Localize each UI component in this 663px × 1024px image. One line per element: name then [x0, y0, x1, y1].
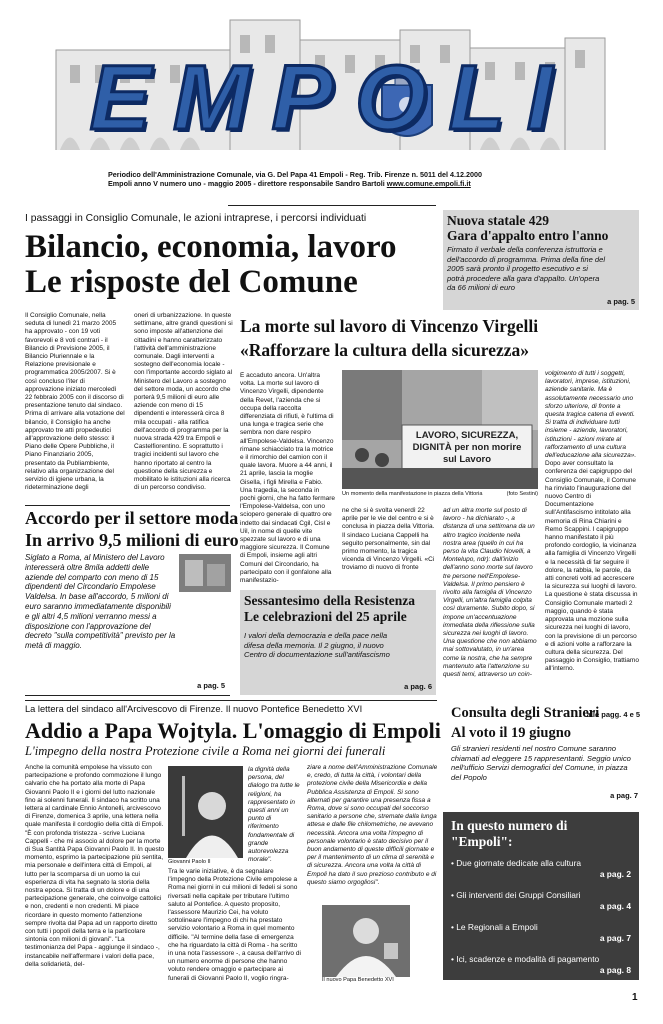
indice-item-label: • Ici, scadenze e modalità di pagamento — [451, 954, 600, 964]
benedetto-photo — [322, 905, 410, 977]
virgelli-col-4 — [545, 370, 640, 712]
page-number: 1 — [632, 992, 638, 1003]
statale-title-1: Nuova statale 429 — [447, 213, 549, 228]
masthead-title: EMPOLI — [89, 47, 575, 149]
website-link[interactable]: www.comune.empoli.fi.it — [386, 179, 471, 188]
indice-list — [451, 858, 631, 976]
moda-body: Siglato a Roma, al Ministero del Lavoro interesserà oltre 8mila addetti delle aziende del comparto con meno di 15 dipendenti del Circondario Empolese Valdelsa. In base all'accordo, 5 milioni di euro saranno immediatamente disponibili e gli altri 4,5 milioni verranno messi a disposizione con l'approvazione del decreto "sulla competitività" previsto per la metà di maggio. — [25, 553, 176, 651]
virgelli-headline-1: La morte sul lavoro di Vincenzo Virgelli — [240, 316, 539, 336]
indice-item[interactable] — [451, 922, 631, 944]
lead-kicker: I passaggi in Consiglio Comunale, le azioni intraprese, i percorsi individuati — [25, 213, 367, 224]
indice-item-ref: a pag. 2 — [599, 869, 631, 879]
lead-headline-2: Le risposte del Comune — [25, 264, 358, 300]
moda-headline-2: In arrivo 9,5 milioni di euro — [25, 530, 239, 550]
indice-item-label: • Due giornate dedicate alla cultura — [451, 858, 582, 868]
papa-subtitle: L'impegno della nostra Protezione civile a Roma nei giorni dei funerali — [25, 744, 386, 758]
indice-item-ref: a pag. 7 — [599, 933, 631, 943]
consulta-headline-2: Al voto il 19 giugno — [451, 725, 572, 741]
statale-body: Firmato il verbale della conferenza istruttoria e dell'accordo di programma. Prima della fine del 2005 sarà pronto il progetto esecutivo e si potrà procedere alla gara d'appalto. Un'opera da 66 milioni di euro — [447, 245, 606, 293]
indice-item[interactable] — [451, 890, 631, 912]
consulta-body: Gli stranieri residenti nel nostro Comune saranno chiamati ad eleggere 15 rappresentanti. Seggio unico nell'ufficio Servizi demografici del Comune, in piazza del Popolo — [451, 744, 631, 782]
benedetto-caption: Il nuovo Papa Benedetto XVI — [322, 977, 394, 983]
virgelli-col-2: ne che si è svolta venerdì 22 aprile per le vie del centro e si è conclusa in piazza della Vittoria. Il sindaco Luciana Cappelli ha seguito personalmente, sin dal primo momento, la tragica vicenda di Vincenzo Virgelli. «Ci troviamo di nuovo di fronte — [342, 507, 435, 572]
virgelli-col-1: È accaduto ancora. Un'altra volta. La morte sul lavoro di Vincenzo Virgelli, dipendente della Revet, l'azienda che si occupa della raccolta differenziata di rifiuti, è l'ultima di una lunga e tragica serie che sembra non dare respiro all'Empolese-Valdelsa. Vincenzo rimane schiacciato tra la motrice e il rimorchio del camion con il quale lavora. Muore a 44 anni, il 21 aprile, lascia la moglie Gisella, i figli Mirella e Fabio. Una tragedia, la seconda in pochi giorni, che ha fatto fermare l'Empolese-Valdelsa, con uno sciopero generale di quattro ore indetto dai sindacati Cgil, Cisl e Uil, in nome di quelle vite spezzate sul lavoro e di una maggiore sicurezza. Il Comune di Empoli, insieme agli altri Comuni del Circondario, ha partecipato con il gonfalone alla manifestazio- — [240, 372, 336, 585]
indice-item[interactable] — [451, 954, 631, 976]
statale-box — [443, 210, 639, 310]
issue-info: Empoli anno V numero uno - maggio 2005 - direttore responsabile Sandro Bartoli — [108, 179, 385, 188]
statale-page-ref[interactable]: a pag. 5 — [607, 297, 635, 306]
papa-kicker: La lettera del sindaco all'Arcivescovo di Firenze. Il nuovo Pontefice Benedetto XVI — [25, 704, 363, 714]
lead-col-1: Il Consiglio Comunale, nella seduta di lunedì 21 marzo 2005 ha approvato - con 19 voti favorevoli e 8 voti contrari - il Bilancio di Previsione 2005, il Bilancio Pluriennale e la Relazione previsionale e programmatica 2005/2007. Si è così concluso l'iter di approvazione iniziato mercoledì 22 febbraio 2005 con il discorso di presentazione tenuto dal sindaco. Prima di arrivare alla votazione del bilancio, il Consiglio ha anche approvato tre atti propedeutici all'approvazione dello stesso: il Piano delle Opere Pubbliche, il Piano Finanziario 2005, presentato da Publiambiente, relativo alla organizzazione del servizio di igiene urbana, la rideterminazione degli — [25, 312, 125, 492]
papa-col-2a: la dignità della persona, del dialogo tra tutte le religioni, ha rappresentato in questi anni un punto di riferimento fondamentale di grande autorevolezza morale". — [248, 766, 300, 864]
papa-headline: Addio a Papa Wojtyla. L'omaggio di Empoli — [25, 718, 441, 743]
masthead-rule — [228, 205, 436, 206]
resistenza-title-1: Sessantesimo della Resistenza — [244, 593, 415, 608]
papa-col-3: ziare a nome dell'Amministrazione Comunale e, credo, di tutta la città, i volontari della protezione civile della Misericordia e della Pubblica Assistenza di Empoli. Si sono alternati per garantire una presenza fissa a Roma, dove si sono occupati del soccorso sanitario a persone che, stremate dalla lunga attesa e dalle file chilometriche, ne avevano necessità. Ancora una volta l'impegno di personale volontario è stato decisivo per il buon andamento di queste difficili giornate e per il mantenimento di un clima di serenità e di sicurezza. Ancora una volta la città di Empoli ha dato il suo prezioso contributo e di questo siamo orgogliosi". — [307, 764, 438, 886]
lead-headline-1: Bilancio, economia, lavoro — [25, 229, 397, 265]
photo-credit: (foto Sestini) — [506, 491, 538, 497]
papa-col-1 — [25, 764, 165, 990]
moda-rule-bottom — [25, 695, 230, 696]
lead-col-2: oneri di urbanizzazione. In queste settimane, altre grandi questioni si sono imposte all'attenzione dei cittadini e hanno caratterizzato l'attività dell'amministrazione comunale. Dagli interventi a sostegno dell'economia locale - con l'importante accordo siglato al Ministero del Lavoro a sostegno del settore moda, un accordo che porterà 9,5 milioni di euro alle aziende con meno di 15 dipendenti e interesserà circa 8 mila occupati - alla ratifica dell'accordo di programma per la nuova strada 429 tra Empoli e Castelfiorentino. E soprattutto i tragici incidenti sul lavoro che hanno riportato al centro la questione della sicurezza e mobilitato le istituzioni alla ricerca di un percorso condiviso. — [134, 312, 233, 492]
manifestazione-caption — [342, 491, 538, 498]
indice-item[interactable] — [451, 858, 631, 880]
masthead-info-line2 — [108, 179, 578, 188]
resistenza-title-2: Le celebrazioni del 25 aprile — [244, 609, 407, 624]
statale-title-2: Gara d'appalto entro l'anno — [447, 228, 609, 243]
resistenza-page-ref[interactable]: a pag. 6 — [404, 682, 432, 691]
virgelli-col-4-body: Dopo aver consultato la conferenza dei capigruppo del Consiglio Comunale, il Comune ha rinviato l'inaugurazione del nuovo Centro di Documentazione sull'Antifascismo intitolato alla memoria di Rina Chiarini e Remo Scappini. I capigruppo hanno manifestato il più profondo cordoglio, la vicinanza alla famiglia di Vincenzo Virgelli e la necessità di far seguire il dolore, la rabbia, le parole, da atti concreti volti ad accrescere la sicurezza sui luoghi di lavoro. La questione è stata discussa in Consiglio Comunale martedì 2 maggio, quando è stata approvata una mozione sulla sicurezza nei luoghi di lavoro, con la previsione di un percorso e di azioni volte a rafforzare la cultura della sicurezza. Del passaggio in Consiglio, trattiamo all'interno. — [545, 460, 639, 673]
virgelli-headline-2: «Rafforzare la cultura della sicurezza» — [240, 340, 529, 360]
consulta-page-ref[interactable]: a pag. 7 — [610, 791, 638, 800]
papa-rule-top — [25, 700, 437, 701]
papa-col-2b: Tra le varie iniziative, è da segnalare l'impegno della Protezione Civile empolese a Roma nei giorni in cui milioni di fedeli si sono riversati nella capitale per tributare l'ultimo saluto al Pontefice. A questo proposito, l'assessore Maurizio Cei, ha voluto sottolineare l'impegno di chi ha prestato servizio volontario a Roma in quel momento difficile. "Al termine della fase di emergenza che ha riguardato la città di Roma - ha scritto in una nota l'assessore -, a causa dell'arrivo di un numero enorme di persone che hanno voluto rendere omaggio e partecipare ai funerali di Giovanni Paolo II, voglio ringra- — [168, 868, 301, 982]
indice-item-ref: a pag. 4 — [599, 901, 631, 911]
virgelli-col-4-quote: volgimento di tutti i soggetti, lavoratori, imprese, istituzioni, aziende sanitarie. Ma è assolutamente necessario uno sforzo ulteriore, di fronte a questa tragica catena di eventi. Si tratta di individuare tutti insieme - aziende, lavoratori, istituzioni - azioni mirate al rafforzamento di una cultura dell'educazione alla sicurezza». — [545, 370, 637, 460]
consulta-headline-1: Consulta degli Stranieri — [451, 705, 600, 721]
indice-item-label: • Le Regionali a Empoli — [451, 922, 538, 932]
photo-caption: Un momento della manifestazione in piazza della Vittoria — [342, 491, 483, 497]
virgelli-col-3: ad un altra morte sul posto di lavoro - ha dichiarato -, a distanza di una settimana da un altro tragico incidente nella nostra area (quello in cui ha perso la vita Claudio Novelli, a Montelupo, ndr): dall'inizio dell'anno sono morte sul lavoro tre persone nell'Empolese-Valdelsa. Il primo pensiero è rivolto alla famiglia di Vincenzo Virgelli, un'altra famiglia colpita così duramente. Subito dopo, si impone un'accentuazione immediata della riflessione sulla sicurezza nei luoghi di lavoro. Una questione che non abbiamo mai sottovalutato, in un'area come la nostra, che ha sempre mantenuto alta l'attenzione su questi temi, attraverso un coin- — [443, 507, 537, 679]
giovanni-paolo-caption: Giovanni Paolo II — [168, 859, 211, 865]
indice-title: In questo numero di "Empoli": — [451, 818, 568, 849]
papa-col-1-text: Anche la comunità empolese ha vissuto con partecipazione e profondo commozione il lungo calvario che ha portato alla morte di Papa Giovanni Paolo II e i giorni del lutto nazionale fino ai solenni funerali. Il sindaco ha scritto una lettera al cardinale Ennio Antonelli, arcivescovo di Firenze, domenica 3 aprile, una lettera nella quale manifesta il cordoglio della città di Empoli. "È con profonda tristezza - scrive Luciana Cappelli - che mi associo al dolore per la morte di Sua Santità Papa Giovanni Paolo II. In questo momento, esprimo la partecipazione più sentita, mia personale e dell'intera città di Empoli, al lutto per la scomparsa di un uomo la cui esperienza di vita ha segnato la storia della nostra epoca. Si tratta di un dolore e di una partecipazione generale, che coinvolge cattolici e non, credenti e non credenti. Mi piace ricordare in questo momento l'attenzione sempre rivolta dal Papa ad un rapporto diretto con tutti i popoli della terra e la particolare sintonia con milioni di giovani". "La testimonianza del Papa - aggiunge il sindaco -, instancabile nell'affermare i valori della pace, della solidarietà, del- — [25, 764, 165, 968]
virgelli-page-ref[interactable]: alle pagg. 4 e 5 — [586, 710, 640, 719]
moda-rule-top — [25, 505, 230, 506]
masthead-info-line1: Periodico dell'Amministrazione Comunale, via G. Del Papa 41 Empoli - Reg. Trib. Firenze n. 5011 del 4.12.2000 — [108, 170, 482, 179]
giovanni-paolo-photo — [168, 766, 243, 858]
moda-headline-1: Accordo per il settore moda — [25, 508, 239, 528]
indice-box — [443, 812, 639, 980]
resistenza-body: I valori della democrazia e della pace nella difesa della memoria. Il 2 giugno, il nuovo Centro di documentazione sull'antifascismo — [244, 631, 390, 660]
protest-banner-text: LAVORO, SICUREZZA, DIGNITÀ per non morire sul Lavoro — [412, 430, 522, 465]
masthead-image — [0, 0, 663, 165]
indice-item-ref: a pag. 8 — [599, 965, 631, 975]
indice-item-label: • Gli interventi dei Gruppi Consiliari — [451, 890, 581, 900]
moda-page-ref[interactable]: a pag. 5 — [197, 681, 225, 690]
manifestazione-photo — [342, 370, 538, 489]
moda-photo — [179, 554, 231, 592]
resistenza-box — [240, 590, 436, 695]
